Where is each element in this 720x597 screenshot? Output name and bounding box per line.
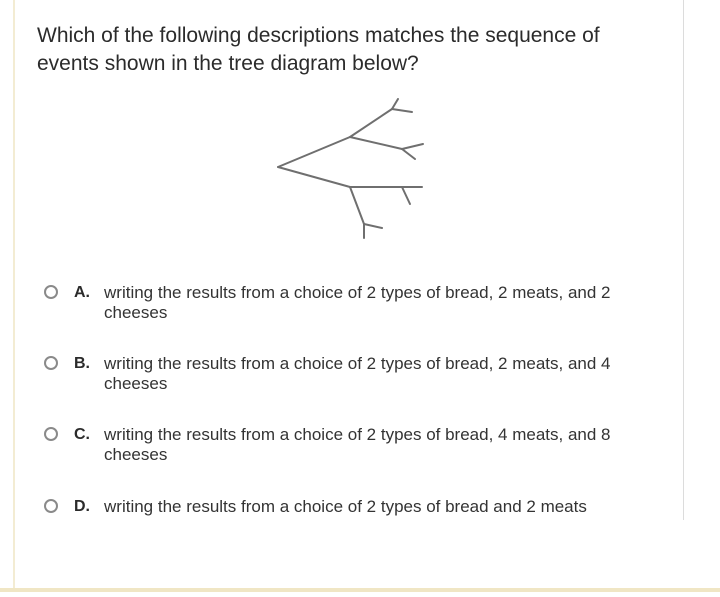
left-border-rule <box>13 0 15 590</box>
option-text: writing the results from a choice of 2 types of bread, 2 meats, and 2 cheeses <box>104 283 611 322</box>
tree-leaf <box>402 144 423 149</box>
option-c[interactable] <box>44 425 664 465</box>
tree-leaf <box>392 109 412 112</box>
radio-empty-icon[interactable] <box>44 356 58 370</box>
tree-leaf <box>392 99 398 109</box>
radio-empty-icon[interactable] <box>44 427 58 441</box>
tree-branch-upper-b <box>350 137 402 149</box>
option-letter: A. <box>74 284 90 301</box>
option-letter: B. <box>74 355 90 372</box>
option-text: writing the results from a choice of 2 types of bread, 4 meats, and 8 cheeses <box>104 425 611 464</box>
tree-branch-lower-b <box>350 187 364 224</box>
radio-empty-icon[interactable] <box>44 285 58 299</box>
tree-branch-upper-a <box>350 109 392 137</box>
tree-leaf <box>364 224 382 228</box>
bottom-border-rule <box>0 588 720 592</box>
option-text: writing the results from a choice of 2 types of bread, 2 meats, and 4 cheeses <box>104 354 611 393</box>
option-d[interactable] <box>44 497 664 517</box>
tree-branch-lower <box>278 167 350 187</box>
option-a[interactable] <box>44 283 664 323</box>
option-letter: D. <box>74 498 90 515</box>
question-text: Which of the following descriptions matches the sequence of events shown in the tree diagram below? <box>37 24 600 75</box>
option-text: writing the results from a choice of 2 types of bread and 2 meats <box>104 497 587 516</box>
tree-branch-upper <box>278 137 350 167</box>
radio-empty-icon[interactable] <box>44 499 58 513</box>
tree-leaf <box>402 187 410 204</box>
right-border-rule <box>683 0 684 520</box>
tree-diagram-icon <box>270 92 430 242</box>
tree-leaf <box>402 149 415 159</box>
option-letter: C. <box>74 426 90 443</box>
option-b[interactable] <box>44 354 664 394</box>
